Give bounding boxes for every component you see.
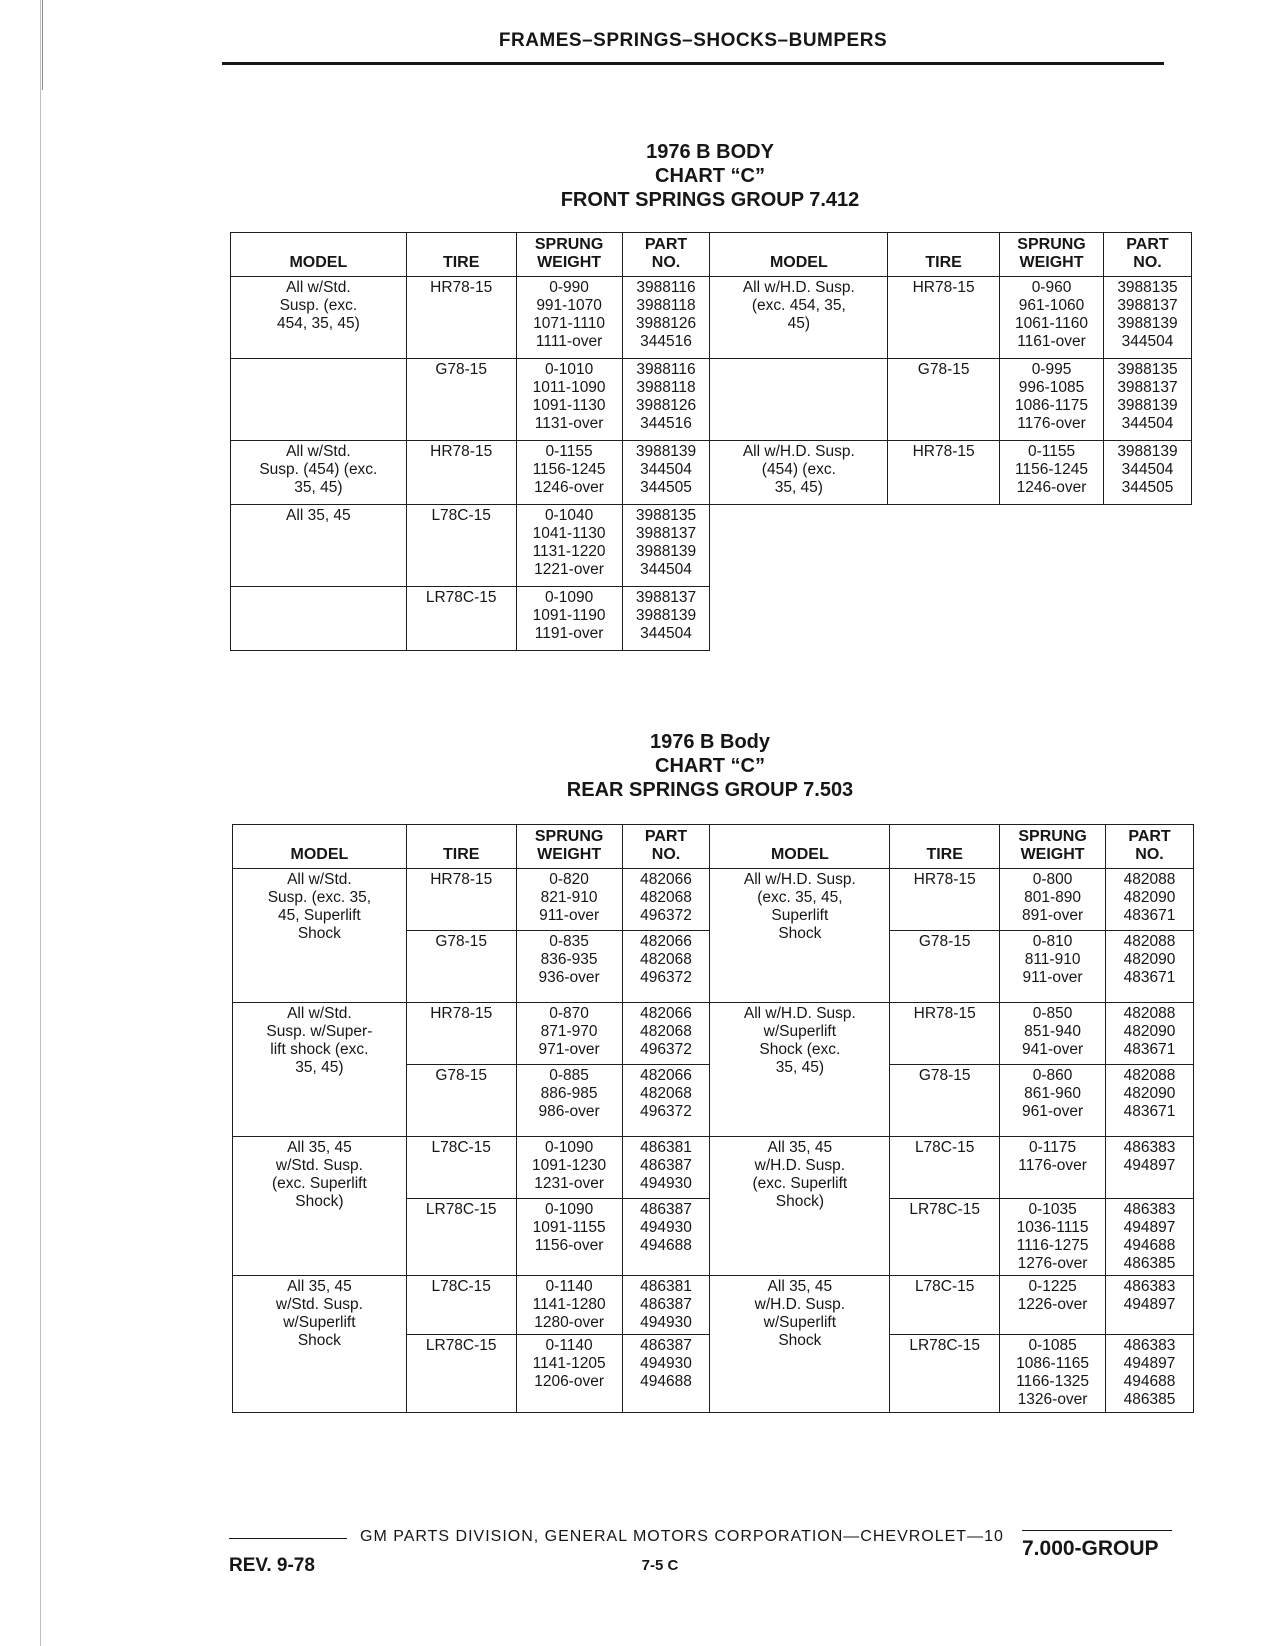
footer-group: 7.000-GROUP: [1022, 1537, 1159, 1560]
weight-cell: 0-1155 1156-1245 1246-over: [516, 441, 622, 505]
tire-cell: G78-15: [406, 1065, 516, 1137]
table-row: [233, 1276, 1194, 1335]
part-cell: 3988116 3988118 3988126 344516: [622, 277, 710, 359]
part-cell: 482066 482068 496372: [622, 1003, 710, 1065]
part-cell: 482066 482068 496372: [622, 869, 710, 931]
model-cell: [710, 359, 888, 441]
rear-springs-table: [232, 824, 1194, 1413]
column-header-part-no: PART NO.: [1106, 825, 1194, 869]
weight-cell: 0-1085 1086-1165 1166-1325 1326-over: [1000, 1335, 1106, 1413]
part-cell: 3988139 344504 344505: [1103, 441, 1191, 505]
part-cell: 482066 482068 496372: [622, 931, 710, 1003]
part-cell: 486383 494897: [1106, 1276, 1194, 1335]
footer-rule-right: [1022, 1530, 1172, 1531]
rear-chart-title: [440, 730, 980, 802]
part-cell: 482066 482068 496372: [622, 1065, 710, 1137]
model-cell: All 35, 45 w/Std. Susp. w/Superlift Shock: [233, 1276, 407, 1413]
rear-title-line-1: 1976 B Body: [649, 731, 771, 753]
part-cell: 486381 486387 494930: [622, 1276, 710, 1335]
model-cell: All w/H.D. Susp. (exc. 35, 45, Superlift Shock: [710, 869, 890, 1003]
tire-cell: LR78C-15: [406, 1199, 516, 1276]
model-cell: [231, 359, 407, 441]
part-cell: 3988137 3988139 344504: [622, 587, 710, 651]
part-cell: 482088 482090 483671: [1106, 1003, 1194, 1065]
model-cell: All w/H.D. Susp. w/Superlift Shock (exc. 35, 45): [710, 1003, 890, 1137]
table-row: [231, 277, 1192, 359]
front-chart-title: [440, 140, 980, 212]
empty-area: [710, 505, 1192, 587]
weight-cell: 0-1155 1156-1245 1246-over: [1000, 441, 1104, 505]
model-cell: All 35, 45 w/Std. Susp. (exc. Superlift Shock): [233, 1137, 407, 1276]
weight-cell: 0-1040 1041-1130 1131-1220 1221-over: [516, 505, 622, 587]
footer-revision: REV. 9-78: [229, 1555, 315, 1576]
weight-cell: 0-1140 1141-1205 1206-over: [516, 1335, 622, 1413]
table-row: [233, 869, 1194, 931]
rear-header-row: [233, 825, 1194, 869]
tire-cell: L78C-15: [406, 505, 516, 587]
empty-area: [710, 587, 1192, 651]
tire-cell: HR78-15: [890, 869, 1000, 931]
part-cell: 3988135 3988137 3988139 344504: [622, 505, 710, 587]
part-cell: 486383 494897: [1106, 1137, 1194, 1199]
weight-cell: 0-870 871-970 971-over: [516, 1003, 622, 1065]
column-header-tire: TIRE: [890, 825, 1000, 869]
front-title-line-2: CHART “C”: [655, 165, 765, 187]
tire-cell: L78C-15: [890, 1276, 1000, 1335]
column-header-part-no: PART NO.: [622, 233, 710, 277]
weight-cell: 0-990 991-1070 1071-1110 1111-over: [516, 277, 622, 359]
scan-edge: [42, 0, 43, 90]
column-header-part-no: PART NO.: [1103, 233, 1191, 277]
footer-publisher: GM PARTS DIVISION, GENERAL MOTORS CORPORATION—CHEVROLET—10: [360, 1528, 1004, 1545]
front-springs-table: [230, 232, 1192, 651]
model-cell: All w/Std. Susp. (exc. 35, 45, Superlift Shock: [233, 869, 407, 1003]
weight-cell: 0-850 851-940 941-over: [1000, 1003, 1106, 1065]
tire-cell: L78C-15: [406, 1276, 516, 1335]
tire-cell: G78-15: [406, 931, 516, 1003]
rear-title-line-2: CHART “C”: [655, 755, 765, 777]
model-cell: All 35, 45 w/H.D. Susp. (exc. Superlift Shock): [710, 1137, 890, 1276]
model-cell: All 35, 45 w/H.D. Susp. w/Superlift Shock: [710, 1276, 890, 1413]
table-row: [233, 1137, 1194, 1199]
weight-cell: 0-960 961-1060 1061-1160 1161-over: [1000, 277, 1104, 359]
part-cell: 486387 494930 494688: [622, 1335, 710, 1413]
weight-cell: 0-860 861-960 961-over: [1000, 1065, 1106, 1137]
tire-cell: L78C-15: [406, 1137, 516, 1199]
tire-cell: LR78C-15: [406, 587, 516, 651]
column-header-tire: TIRE: [888, 233, 1000, 277]
model-cell: All w/Std. Susp. (exc. 454, 35, 45): [231, 277, 407, 359]
model-cell: [231, 587, 407, 651]
tire-cell: HR78-15: [890, 1003, 1000, 1065]
table-row: [233, 1003, 1194, 1065]
tire-cell: HR78-15: [406, 277, 516, 359]
column-header-model: MODEL: [231, 233, 407, 277]
part-cell: 486383 494897 494688 486385: [1106, 1199, 1194, 1276]
column-header-part-no: PART NO.: [622, 825, 710, 869]
tire-cell: HR78-15: [888, 277, 1000, 359]
table-row: [231, 505, 1192, 587]
part-cell: 3988135 3988137 3988139 344504: [1103, 277, 1191, 359]
weight-cell: 0-800 801-890 891-over: [1000, 869, 1106, 931]
weight-cell: 0-1090 1091-1190 1191-over: [516, 587, 622, 651]
part-cell: 3988116 3988118 3988126 344516: [622, 359, 710, 441]
table-row: [231, 587, 1192, 651]
part-cell: 486381 486387 494930: [622, 1137, 710, 1199]
front-header-row: [231, 233, 1192, 277]
rear-title-line-3: REAR SPRINGS GROUP 7.503: [566, 779, 854, 801]
weight-cell: 0-1010 1011-1090 1091-1130 1131-over: [516, 359, 622, 441]
tire-cell: G78-15: [888, 359, 1000, 441]
scan-edge: [40, 0, 41, 1646]
weight-cell: 0-885 886-985 986-over: [516, 1065, 622, 1137]
column-header-sprung-weight: SPRUNG WEIGHT: [1000, 825, 1106, 869]
part-cell: 3988135 3988137 3988139 344504: [1103, 359, 1191, 441]
weight-cell: 0-820 821-910 911-over: [516, 869, 622, 931]
tire-cell: G78-15: [890, 1065, 1000, 1137]
front-title-line-3: FRONT SPRINGS GROUP 7.412: [560, 189, 860, 211]
tire-cell: HR78-15: [406, 441, 516, 505]
column-header-model: MODEL: [233, 825, 407, 869]
tire-cell: HR78-15: [888, 441, 1000, 505]
table-row: [231, 441, 1192, 505]
column-header-sprung-weight: SPRUNG WEIGHT: [516, 825, 622, 869]
part-cell: 482088 482090 483671: [1106, 931, 1194, 1003]
column-header-model: MODEL: [710, 233, 888, 277]
part-cell: 482088 482090 483671: [1106, 1065, 1194, 1137]
column-header-model: MODEL: [710, 825, 890, 869]
tire-cell: HR78-15: [406, 1003, 516, 1065]
tire-cell: LR78C-15: [890, 1199, 1000, 1276]
front-title-line-1: 1976 B BODY: [646, 141, 774, 163]
tire-cell: LR78C-15: [406, 1335, 516, 1413]
weight-cell: 0-1140 1141-1280 1280-over: [516, 1276, 622, 1335]
tire-cell: L78C-15: [890, 1137, 1000, 1199]
column-header-tire: TIRE: [406, 825, 516, 869]
weight-cell: 0-1225 1226-over: [1000, 1276, 1106, 1335]
footer-page-number: 7-5 C: [641, 1557, 679, 1574]
table-row: [231, 359, 1192, 441]
weight-cell: 0-1090 1091-1230 1231-over: [516, 1137, 622, 1199]
footer-rule-left: [229, 1538, 347, 1539]
tire-cell: LR78C-15: [890, 1335, 1000, 1413]
weight-cell: 0-810 811-910 911-over: [1000, 931, 1106, 1003]
part-cell: 3988139 344504 344505: [622, 441, 710, 505]
part-cell: 486383 494897 494688 486385: [1106, 1335, 1194, 1413]
model-cell: All w/H.D. Susp. (exc. 454, 35, 45): [710, 277, 888, 359]
weight-cell: 0-835 836-935 936-over: [516, 931, 622, 1003]
page-header-text: FRAMES–SPRINGS–SHOCKS–BUMPERS: [498, 30, 888, 51]
weight-cell: 0-995 996-1085 1086-1175 1176-over: [1000, 359, 1104, 441]
page-header: [222, 28, 1164, 65]
part-cell: 482088 482090 483671: [1106, 869, 1194, 931]
weight-cell: 0-1175 1176-over: [1000, 1137, 1106, 1199]
model-cell: All 35, 45: [231, 505, 407, 587]
weight-cell: 0-1035 1036-1115 1116-1275 1276-over: [1000, 1199, 1106, 1276]
part-cell: 486387 494930 494688: [622, 1199, 710, 1276]
tire-cell: G78-15: [890, 931, 1000, 1003]
tire-cell: HR78-15: [406, 869, 516, 931]
column-header-tire: TIRE: [406, 233, 516, 277]
model-cell: All w/Std. Susp. w/Super- lift shock (exc. 35, 45): [233, 1003, 407, 1137]
column-header-sprung-weight: SPRUNG WEIGHT: [516, 233, 622, 277]
weight-cell: 0-1090 1091-1155 1156-over: [516, 1199, 622, 1276]
column-header-sprung-weight: SPRUNG WEIGHT: [1000, 233, 1104, 277]
model-cell: All w/H.D. Susp. (454) (exc. 35, 45): [710, 441, 888, 505]
tire-cell: G78-15: [406, 359, 516, 441]
model-cell: All w/Std. Susp. (454) (exc. 35, 45): [231, 441, 407, 505]
